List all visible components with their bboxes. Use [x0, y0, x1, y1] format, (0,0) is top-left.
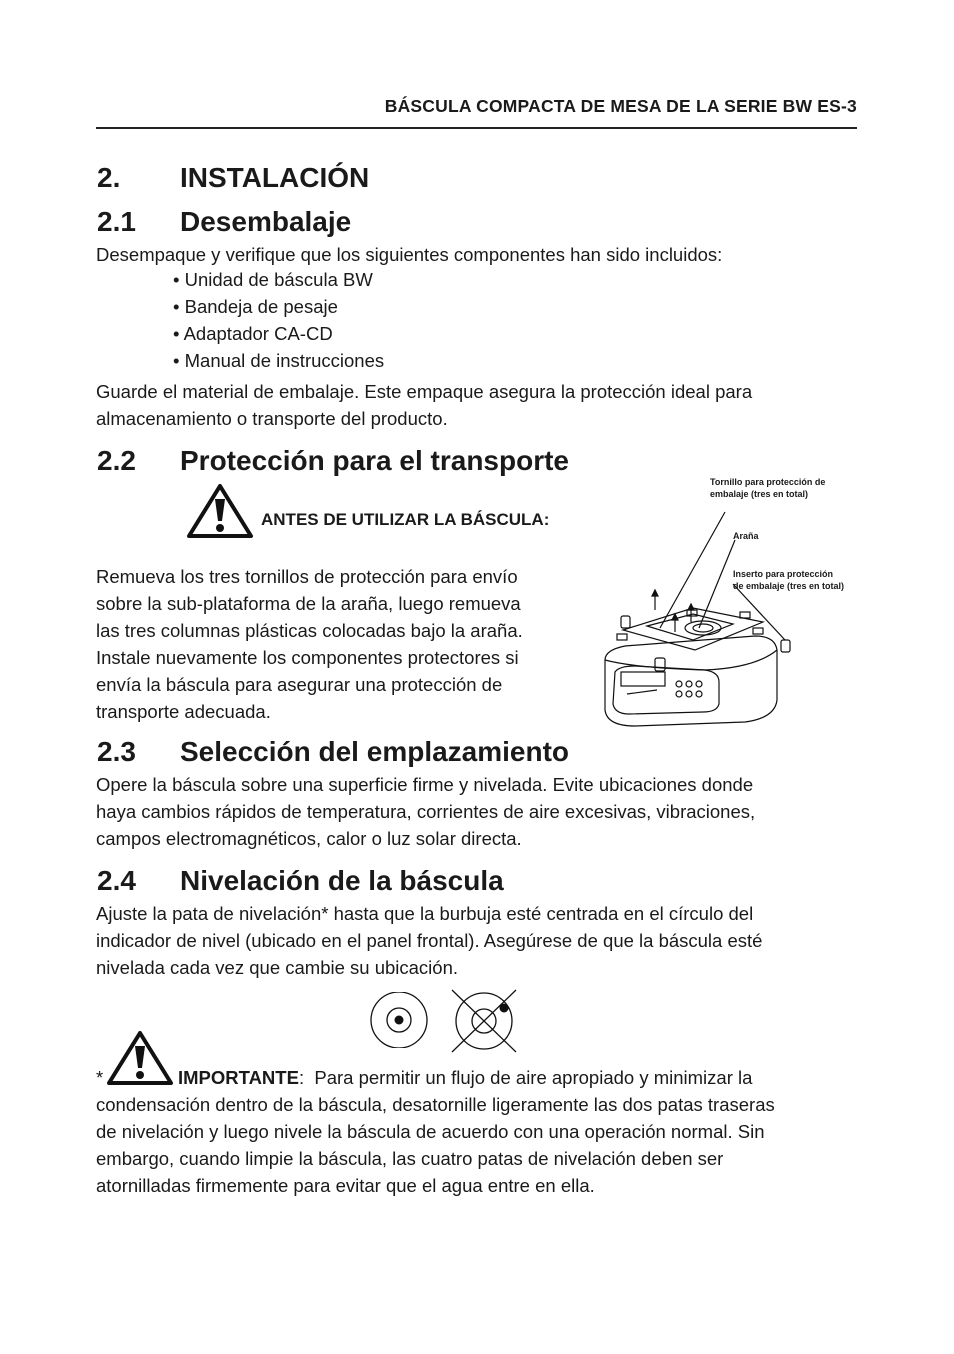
paragraph-line: embargo, cuando limpie la báscula, las cuatro patas de nivelación deben ser: [96, 1148, 724, 1169]
list-item: • Adaptador CA-CD: [173, 323, 333, 344]
paragraph-line: indicador de nivel (ubicado en el panel frontal). Asegúrese de que la báscula esté: [96, 930, 763, 951]
warning-icon: [106, 1030, 174, 1086]
unpack-intro: Desempaque y verifique que los siguientes componentes han sido incluidos:: [96, 244, 723, 265]
paragraph-line: las tres columnas plásticas colocadas bajo la araña.: [96, 620, 523, 641]
figure-label-spider: Araña: [733, 531, 759, 541]
paragraph-line: Ajuste la pata de nivelación* hasta que la burbuja esté centrada en el círculo del: [96, 903, 754, 924]
asterisk: *: [96, 1067, 104, 1088]
paragraph-line: campos electromagnéticos, calor o luz solar directa.: [96, 828, 522, 849]
scale-illustration: [595, 500, 795, 730]
figure-label-screw: Tornillo para protección de embalaje (tres en total): [710, 477, 826, 499]
list-item: • Manual de instrucciones: [173, 350, 385, 371]
section-number: 2.2: [97, 445, 136, 476]
level-bubble-off-center-icon: [450, 988, 520, 1054]
section-2-2-heading: [97, 445, 569, 477]
list-item: • Bandeja de pesaje: [173, 296, 338, 317]
important-first-line: IMPORTANTE: Para permitir un flujo de aire apropiado y minimizar la: [178, 1067, 753, 1088]
important-label: IMPORTANTE: [178, 1067, 299, 1088]
section-2-4-heading: [97, 865, 504, 897]
section-title: Desembalaje: [180, 206, 352, 237]
paragraph-line: envía la báscula para asegurar una protección de: [96, 674, 503, 695]
section-number: 2.: [97, 162, 121, 193]
warning-text: ANTES DE UTILIZAR LA BÁSCULA:: [261, 510, 550, 529]
paragraph-line: atornilladas firmemente para evitar que el agua entre en ella.: [96, 1175, 595, 1196]
section-2-1-heading: [97, 206, 351, 238]
list-item: • Unidad de báscula BW: [173, 269, 373, 290]
section-2-3-heading: [97, 736, 569, 768]
paragraph-line: haya cambios rápidos de temperatura, corrientes de aire excesivas, vibraciones,: [96, 801, 756, 822]
paragraph-line: nivelada cada vez que cambie su ubicación.: [96, 957, 459, 978]
paragraph-line: Guarde el material de embalaje. Este empaque asegura la protección ideal para: [96, 381, 753, 402]
paragraph-line: de nivelación y luego nivele la báscula de acuerdo con una operación normal. Sin: [96, 1121, 765, 1142]
paragraph-line: Remueva los tres tornillos de protección para envío: [96, 566, 518, 587]
level-bubble-centered-icon: [368, 992, 430, 1048]
important-text: Para permitir un flujo de aire apropiado y minimizar la: [314, 1067, 753, 1088]
section-title: Selección del emplazamiento: [180, 736, 570, 767]
paragraph-line: Instale nuevamente los componentes protectores si: [96, 647, 519, 668]
section-number: 2.3: [97, 736, 136, 767]
section-title: INSTALACIÓN: [180, 162, 370, 193]
header-rule: [96, 127, 857, 129]
section-title: Protección para el transporte: [180, 445, 570, 476]
paragraph-line: transporte adecuada.: [96, 701, 271, 722]
paragraph-line: condensación dentro de la báscula, desatornille ligeramente las dos patas traseras: [96, 1094, 775, 1115]
section-number: 2.1: [97, 206, 136, 237]
paragraph-line: almacenamiento o transporte del producto.: [96, 408, 448, 429]
paragraph-line: Opere la báscula sobre una superficie firme y nivelada. Evite ubicaciones donde: [96, 774, 754, 795]
section-2-heading: [97, 162, 369, 194]
paragraph-line: sobre la sub-plataforma de la araña, luego remueva: [96, 593, 521, 614]
section-title: Nivelación de la báscula: [180, 865, 504, 896]
section-number: 2.4: [97, 865, 136, 896]
running-header: BÁSCULA COMPACTA DE MESA DE LA SERIE BW ES-3: [384, 96, 857, 116]
figure-label-insert: Inserto para protección de embalaje (tres en total): [733, 569, 845, 591]
warning-icon: [186, 483, 254, 539]
